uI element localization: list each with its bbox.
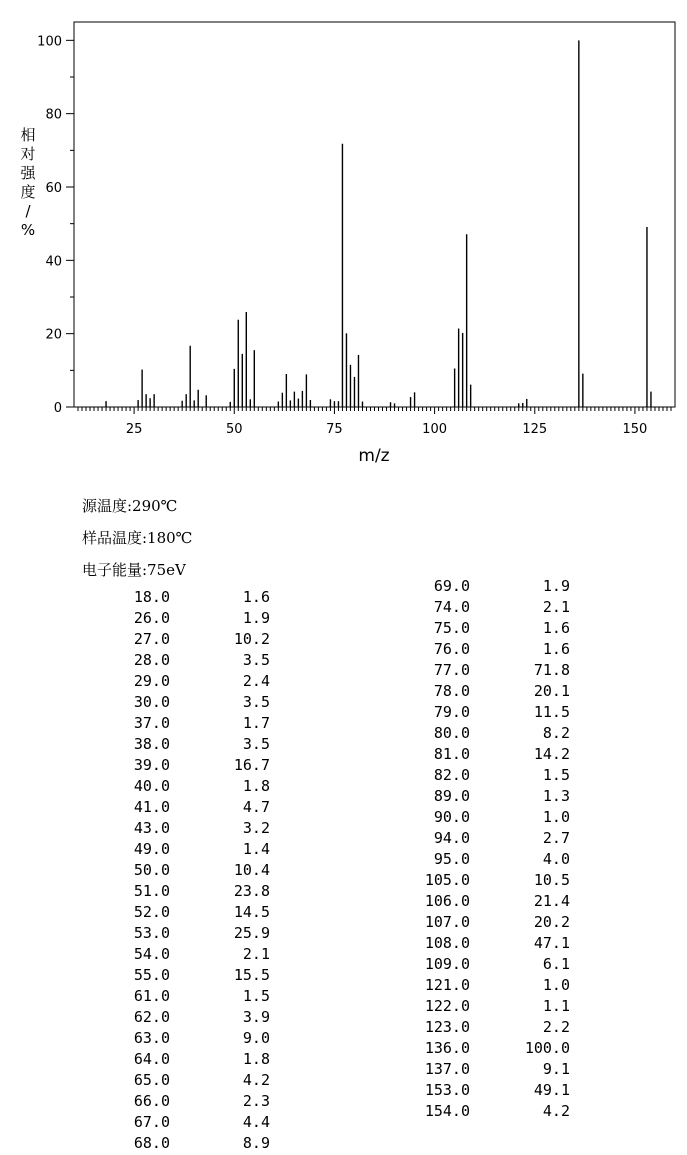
y-label-char: / (25, 202, 31, 220)
peak-abundance: 14.5 (233, 903, 270, 921)
peak-mz: 94.0 (433, 829, 470, 847)
peak-abundance: 1.8 (242, 1050, 270, 1068)
peak-mz: 63.0 (133, 1029, 170, 1047)
x-minor-ticks (78, 407, 671, 414)
peak-mz: 43.0 (133, 819, 170, 837)
peak-mz: 107.0 (424, 913, 470, 931)
peak-mz: 29.0 (133, 672, 170, 690)
peak-mz: 39.0 (133, 756, 170, 774)
peak-abundance: 10.2 (233, 630, 270, 648)
peak-mz: 77.0 (433, 661, 470, 679)
peak-mz: 30.0 (133, 693, 170, 711)
peak-row (380, 724, 580, 745)
peak-abundance: 2.2 (542, 1018, 570, 1036)
peak-row (380, 934, 580, 955)
peak-row (380, 1018, 580, 1039)
peak-abundance: 20.1 (533, 682, 570, 700)
sample-temperature: 样品温度:180℃ (82, 529, 193, 547)
peak-row (80, 1113, 280, 1134)
peak-row (80, 966, 280, 987)
plot-frame (74, 22, 675, 407)
peak-row (380, 661, 580, 682)
peak-mz: 53.0 (133, 924, 170, 942)
peak-abundance: 1.9 (242, 609, 270, 627)
peak-abundance: 10.5 (533, 871, 570, 889)
peak-abundance: 9.0 (242, 1029, 270, 1047)
y-tick-label: 40 (45, 254, 62, 270)
y-label-char: % (20, 221, 36, 239)
peak-row (380, 766, 580, 787)
peak-abundance: 9.1 (542, 1060, 570, 1078)
peak-row (380, 892, 580, 913)
peak-row (80, 756, 280, 777)
peak-mz: 54.0 (133, 945, 170, 963)
peak-mz: 153.0 (424, 1081, 470, 1099)
mass-spectrum-chart (0, 0, 687, 480)
peak-abundance: 8.9 (242, 1134, 270, 1152)
peak-mz: 51.0 (133, 882, 170, 900)
source-temperature: 源温度:290℃ (82, 497, 178, 515)
peak-abundance: 25.9 (233, 924, 270, 942)
x-tick-label: 100 (422, 422, 448, 437)
peak-abundance: 20.2 (533, 913, 570, 931)
peak-abundance: 2.1 (542, 598, 570, 616)
peak-mz: 123.0 (424, 1018, 470, 1036)
peak-mz: 69.0 (433, 577, 470, 595)
peak-row (80, 945, 280, 966)
peak-row (380, 976, 580, 997)
peak-row (80, 1050, 280, 1071)
peak-mz: 18.0 (133, 588, 170, 606)
peak-row (80, 777, 280, 798)
peak-row (80, 609, 280, 630)
peak-mz: 64.0 (133, 1050, 170, 1068)
peak-row (80, 1092, 280, 1113)
peak-row (380, 598, 580, 619)
peak-abundance: 1.8 (242, 777, 270, 795)
x-tick-label: 125 (522, 422, 548, 437)
peak-mz: 105.0 (424, 871, 470, 889)
peak-mz: 55.0 (133, 966, 170, 984)
peak-abundance: 8.2 (542, 724, 570, 742)
y-tick-label: 20 (45, 327, 62, 343)
y-label-char: 度 (20, 183, 36, 201)
peak-row (80, 1071, 280, 1092)
peak-abundance: 71.8 (533, 661, 570, 679)
peak-row (80, 840, 280, 861)
peak-row (380, 955, 580, 976)
peak-row (80, 672, 280, 693)
peak-mz: 27.0 (133, 630, 170, 648)
peak-abundance: 16.7 (233, 756, 270, 774)
peak-mz: 49.0 (133, 840, 170, 858)
peak-mz: 82.0 (433, 766, 470, 784)
peak-mz: 122.0 (424, 997, 470, 1015)
peak-row (380, 745, 580, 766)
x-axis-label: m/z (358, 446, 390, 466)
peak-abundance: 1.9 (542, 577, 570, 595)
peak-row (380, 997, 580, 1018)
peak-abundance: 1.5 (242, 987, 270, 1005)
peak-row (380, 1039, 580, 1060)
peak-abundance: 100.0 (524, 1039, 570, 1057)
peak-row (80, 693, 280, 714)
peak-row (80, 588, 280, 609)
peak-mz: 108.0 (424, 934, 470, 952)
peak-mz: 66.0 (133, 1092, 170, 1110)
x-tick-label: 25 (125, 422, 143, 437)
y-axis-label (20, 126, 36, 239)
electron-energy: 电子能量:75eV (82, 561, 186, 579)
peak-abundance: 2.7 (542, 829, 570, 847)
peak-mz: 52.0 (133, 903, 170, 921)
peak-mz: 68.0 (133, 1134, 170, 1152)
peak-mz: 75.0 (433, 619, 470, 637)
peak-mz: 154.0 (424, 1102, 470, 1120)
peak-abundance: 4.0 (542, 850, 570, 868)
peak-mz: 67.0 (133, 1113, 170, 1131)
peak-row (380, 577, 580, 598)
peak-mz: 50.0 (133, 861, 170, 879)
peak-abundance: 1.6 (242, 588, 270, 606)
peak-row (80, 1029, 280, 1050)
peak-abundance: 1.0 (542, 808, 570, 826)
y-label-char: 强 (20, 164, 36, 182)
peak-row (380, 682, 580, 703)
x-tick-label: 75 (326, 422, 343, 437)
peak-abundance: 1.5 (542, 766, 570, 784)
peak-mz: 136.0 (424, 1039, 470, 1057)
peak-mz: 74.0 (433, 598, 470, 616)
peak-abundance: 1.3 (542, 787, 570, 805)
peak-mz: 38.0 (133, 735, 170, 753)
peak-mz: 40.0 (133, 777, 170, 795)
peak-row (80, 714, 280, 735)
peak-abundance: 1.1 (542, 997, 570, 1015)
peak-abundance: 14.2 (533, 745, 570, 763)
peak-mz: 37.0 (133, 714, 170, 732)
peak-row (380, 1060, 580, 1081)
peak-abundance: 1.7 (242, 714, 270, 732)
peak-abundance: 4.7 (242, 798, 270, 816)
peak-mz: 109.0 (424, 955, 470, 973)
spectrum-peaks (106, 40, 651, 407)
peak-abundance: 10.4 (233, 861, 270, 879)
x-tick-label: 50 (225, 422, 243, 437)
peak-row (80, 630, 280, 651)
peak-mz: 78.0 (433, 682, 470, 700)
peak-abundance: 3.5 (242, 693, 270, 711)
peak-abundance: 3.5 (242, 651, 270, 669)
peak-row (80, 903, 280, 924)
peak-abundance: 23.8 (233, 882, 270, 900)
peak-abundance: 21.4 (533, 892, 570, 910)
peak-abundance: 4.2 (242, 1071, 270, 1089)
peak-abundance: 2.1 (242, 945, 270, 963)
peak-row (380, 1102, 580, 1123)
peak-abundance: 6.1 (542, 955, 570, 973)
peak-mz: 90.0 (433, 808, 470, 826)
peak-mz: 89.0 (433, 787, 470, 805)
peak-row (380, 1081, 580, 1102)
x-tick-label: 150 (622, 422, 648, 437)
peak-abundance: 4.2 (542, 1102, 570, 1120)
peak-mz: 76.0 (433, 640, 470, 658)
y-tick-label: 80 (45, 107, 62, 123)
peak-mz: 41.0 (133, 798, 170, 816)
peak-abundance: 3.9 (242, 1008, 270, 1026)
peak-abundance: 1.4 (242, 840, 270, 858)
peak-row (80, 924, 280, 945)
peak-abundance: 49.1 (533, 1081, 570, 1099)
x-axis-ticks (126, 422, 648, 437)
peak-abundance: 1.6 (542, 640, 570, 658)
peak-abundance: 1.0 (542, 976, 570, 994)
y-axis-ticks (37, 34, 74, 416)
peak-mz: 61.0 (133, 987, 170, 1005)
peak-row (80, 987, 280, 1008)
peak-mz: 121.0 (424, 976, 470, 994)
peak-row (80, 882, 280, 903)
peak-row (380, 913, 580, 934)
peak-mz: 95.0 (433, 850, 470, 868)
peak-row (380, 787, 580, 808)
peak-mz: 80.0 (433, 724, 470, 742)
peak-abundance: 47.1 (533, 934, 570, 952)
peak-row (80, 861, 280, 882)
peak-mz: 79.0 (433, 703, 470, 721)
peak-abundance: 3.5 (242, 735, 270, 753)
peak-abundance: 3.2 (242, 819, 270, 837)
y-tick-label: 100 (37, 34, 62, 50)
peak-mz: 81.0 (433, 745, 470, 763)
peak-abundance: 2.4 (242, 672, 270, 690)
peak-abundance: 2.3 (242, 1092, 270, 1110)
peak-mz: 137.0 (424, 1060, 470, 1078)
peak-abundance: 4.4 (242, 1113, 270, 1131)
peak-mz: 28.0 (133, 651, 170, 669)
peak-mz: 62.0 (133, 1008, 170, 1026)
peak-row (80, 798, 280, 819)
y-tick-label: 60 (45, 181, 62, 196)
peak-mz: 26.0 (133, 609, 170, 627)
y-label-char: 相 (20, 126, 36, 144)
peak-row (380, 703, 580, 724)
peak-row (380, 619, 580, 640)
peak-row (80, 651, 280, 672)
peak-row (380, 871, 580, 892)
y-label-char: 对 (20, 145, 36, 163)
peak-row (80, 735, 280, 756)
peak-row (80, 819, 280, 840)
peak-mz: 106.0 (424, 892, 470, 910)
peak-row (380, 808, 580, 829)
y-tick-label: 0 (53, 401, 62, 416)
peak-row (380, 829, 580, 850)
peak-abundance: 1.6 (542, 619, 570, 637)
peak-abundance: 15.5 (233, 966, 270, 984)
peak-row (80, 1008, 280, 1029)
peak-row (380, 850, 580, 871)
peak-row (380, 640, 580, 661)
peak-mz: 65.0 (133, 1071, 170, 1089)
peak-abundance: 11.5 (533, 703, 570, 721)
